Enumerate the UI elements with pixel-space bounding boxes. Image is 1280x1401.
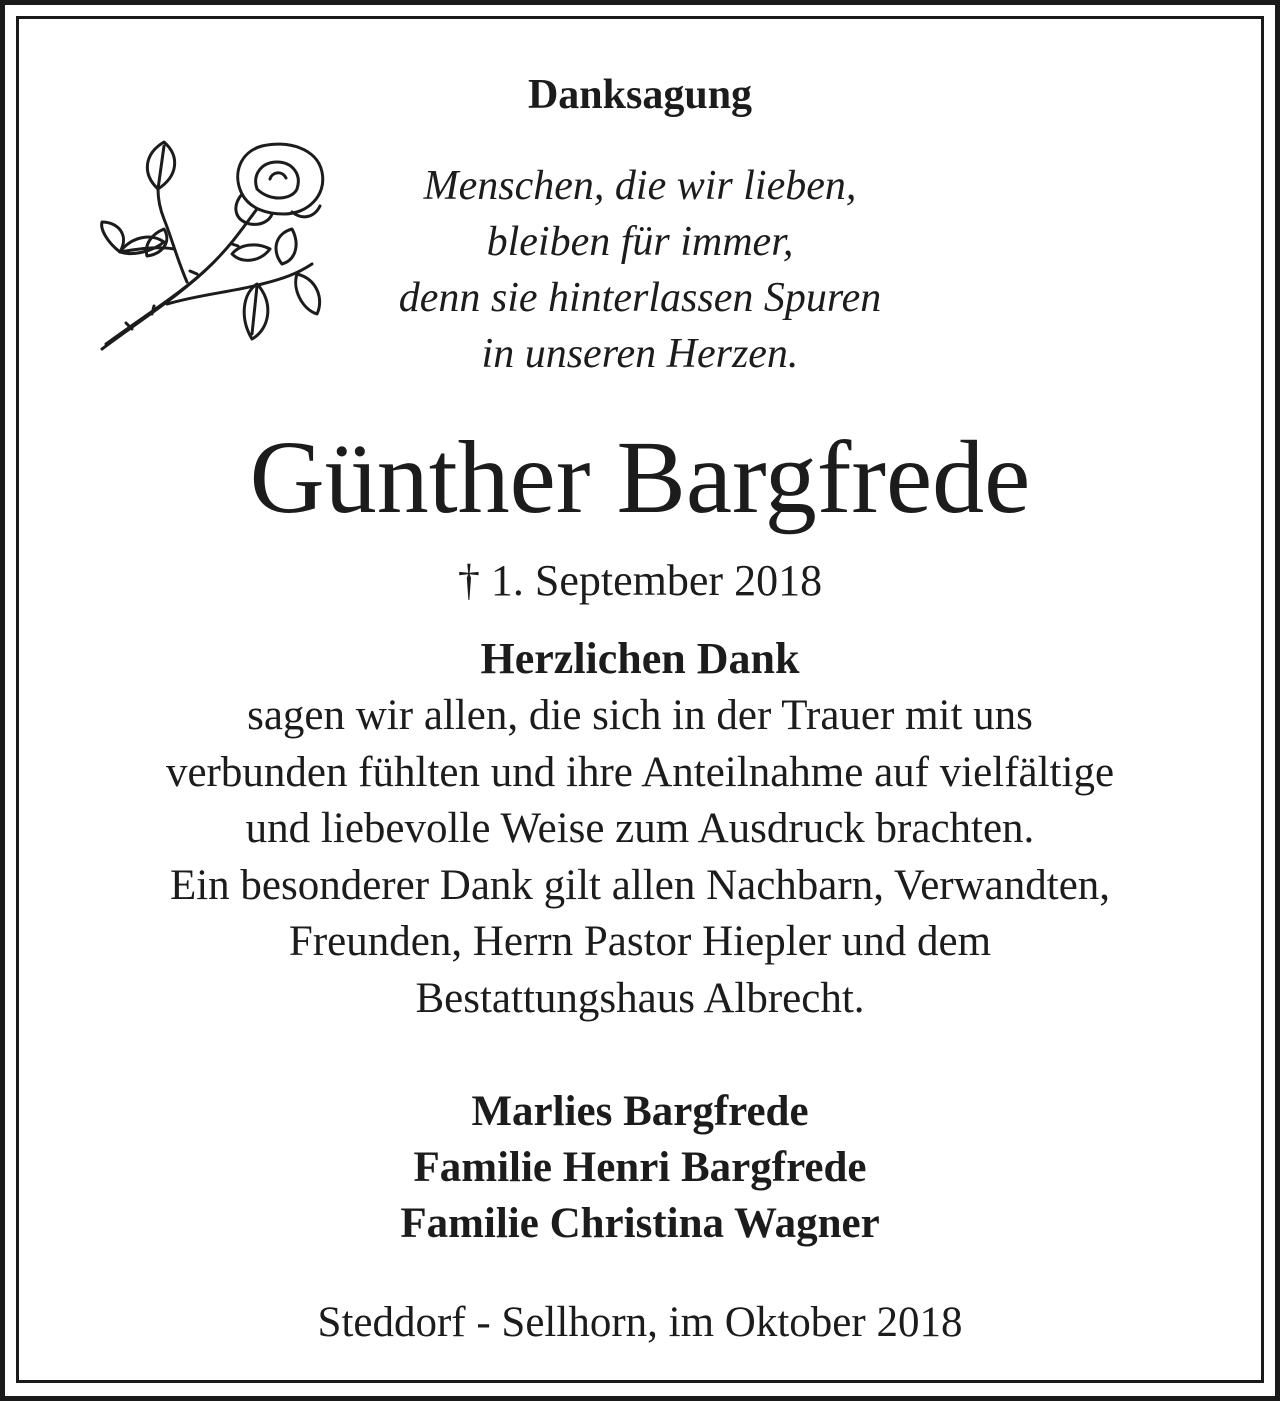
place-date-footer: Steddorf - Sellhorn, im Oktober 2018: [317, 1299, 963, 1346]
body-line: Bestattungshaus Albrecht.: [415, 974, 865, 1022]
body-line: Freunden, Herrn Pastor Hiepler und dem: [288, 918, 992, 965]
deceased-name: Günther Bargfrede: [249, 420, 1031, 535]
body-line: sagen wir allen, die sich in der Trauer mit uns: [247, 692, 1033, 739]
thanks-title: Herzlichen Dank: [480, 634, 800, 683]
signer-line: Familie Christina Wagner: [400, 1200, 880, 1247]
body-line: Ein besonderer Dank gilt allen Nachbarn, Verwandten,: [169, 861, 1111, 909]
body-line: und liebevolle Weise zum Ausdruck brachten.: [245, 805, 1035, 852]
thanks-body: [40, 688, 1240, 1027]
poem-line: bleiben für immer,: [486, 219, 794, 265]
signers: [0, 1084, 1280, 1252]
rose-icon: [92, 134, 332, 364]
signer-line: Marlies Bargfrede: [471, 1088, 809, 1135]
poem: [340, 158, 940, 382]
notice-heading: Danksagung: [527, 72, 753, 118]
death-date: † 1. September 2018: [457, 556, 823, 605]
poem-line: in unseren Herzen.: [481, 331, 799, 377]
poem-line: Menschen, die wir lieben,: [423, 163, 857, 209]
signer-line: Familie Henri Bargfrede: [413, 1144, 867, 1191]
body-line: verbunden fühlten und ihre Anteilnahme auf vielfältige: [165, 748, 1115, 796]
poem-line: denn sie hinterlassen Spuren: [398, 275, 882, 321]
